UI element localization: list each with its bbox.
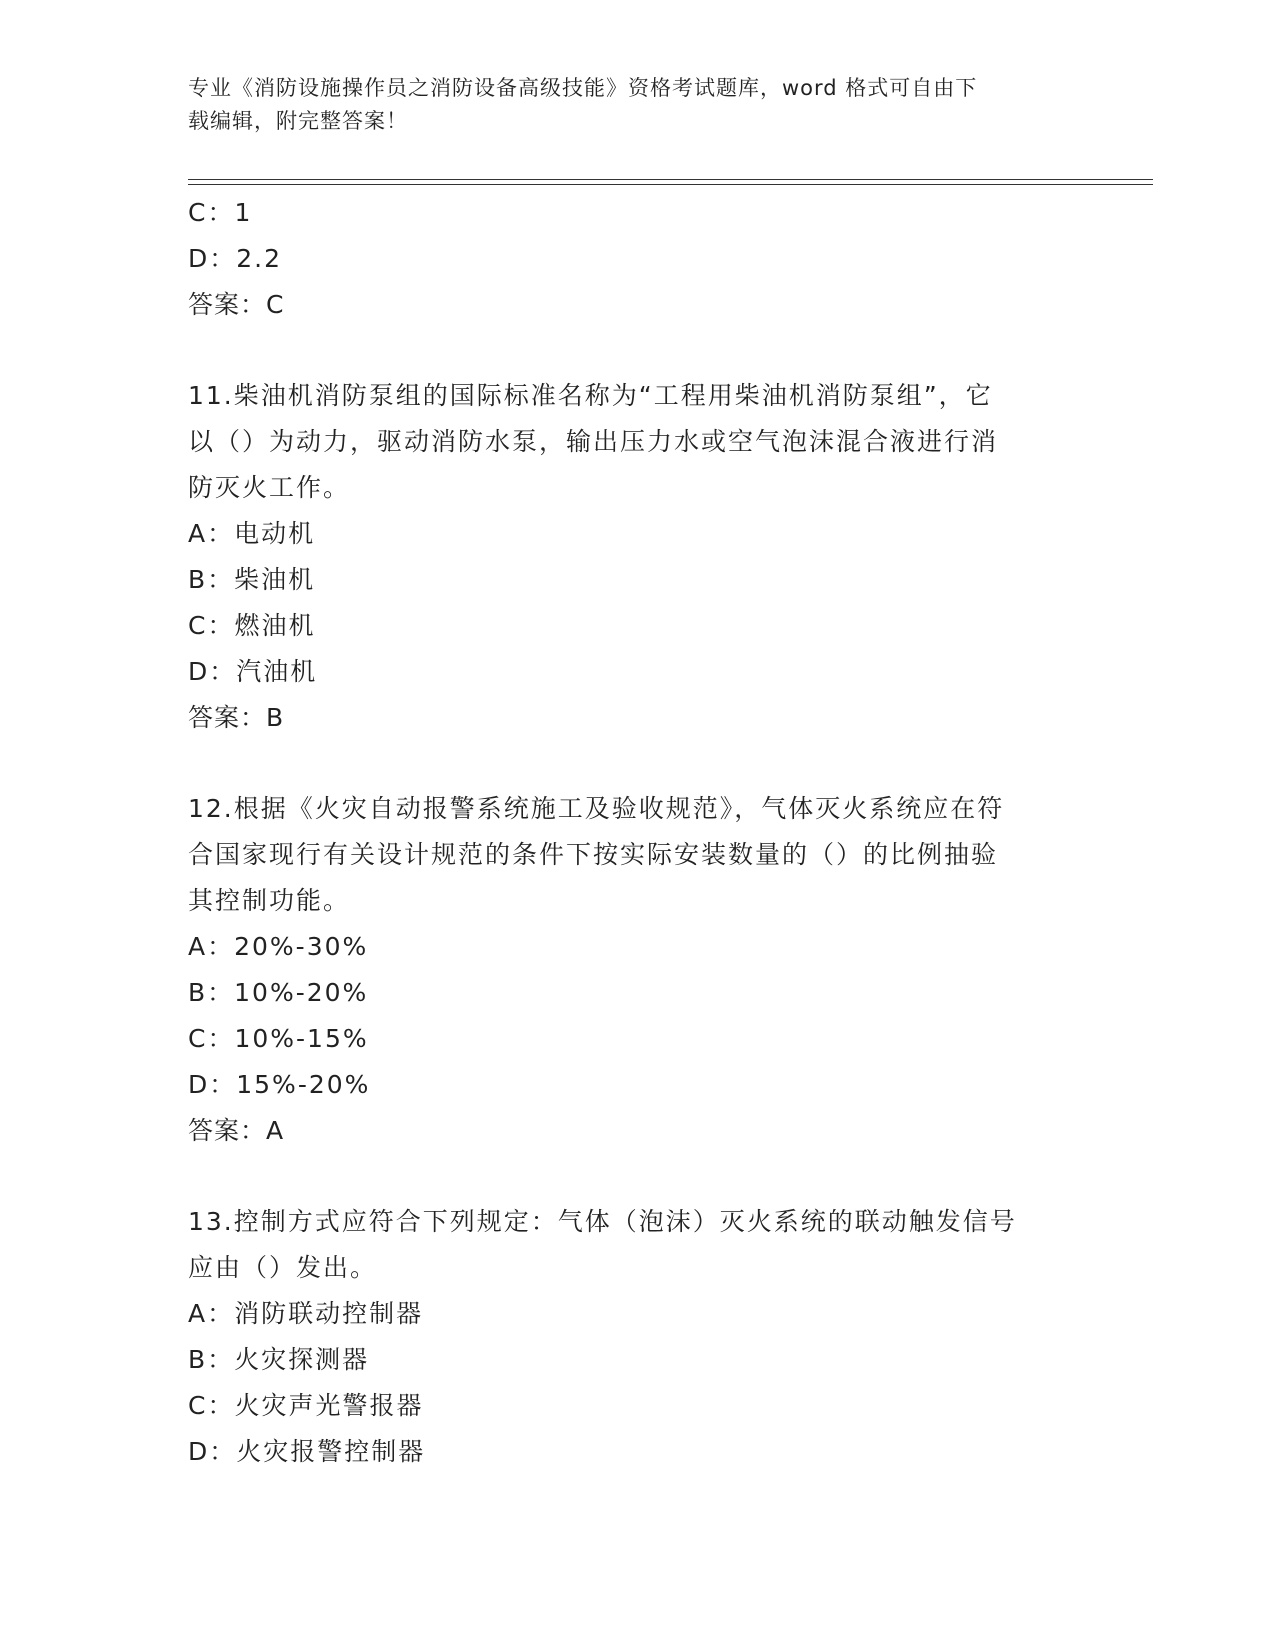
- question-13: [188, 1199, 1088, 1475]
- option-c: C：10%-15%: [188, 1024, 369, 1053]
- question-12: [188, 786, 1088, 1154]
- answer-line: 答案：C: [188, 290, 285, 319]
- option-c: C：燃油机: [188, 611, 316, 640]
- question-text-line: 其控制功能。: [188, 886, 351, 915]
- question-text-line: 11.柴油机消防泵组的国际标准名称为“工程用柴油机消防泵组”，它: [188, 381, 993, 410]
- option-b: B：10%-20%: [188, 978, 369, 1007]
- question-text-line: 应由（）发出。: [188, 1253, 378, 1282]
- question-11: [188, 373, 1088, 741]
- option-d: D：汽油机: [188, 657, 318, 686]
- question-text-line: 以（）为动力，驱动消防水泵，输出压力水或空气泡沫混合液进行消: [188, 427, 999, 456]
- option-c: C：1: [188, 198, 253, 227]
- option-c: C：火灾声光警报器: [188, 1391, 424, 1420]
- page-header: [188, 72, 1088, 138]
- spacer: [188, 328, 1088, 373]
- option-a: A：电动机: [188, 519, 316, 548]
- spacer: [188, 1154, 1088, 1199]
- option-d: D：2.2: [188, 244, 283, 273]
- question-content: [188, 190, 1088, 1475]
- option-a: A：20%-30%: [188, 932, 369, 961]
- question-text-line: 合国家现行有关设计规范的条件下按实际安装数量的（）的比例抽验: [188, 840, 999, 869]
- answer-line: 答案：A: [188, 1116, 285, 1145]
- option-b: B：柴油机: [188, 565, 316, 594]
- question-text-line: 12.根据《火灾自动报警系统施工及验收规范》，气体灭火系统应在符: [188, 794, 1005, 823]
- option-d: D：火灾报警控制器: [188, 1437, 426, 1466]
- option-a: A：消防联动控制器: [188, 1299, 424, 1328]
- header-divider-bottom: [188, 184, 1153, 185]
- option-d: D：15%-20%: [188, 1070, 371, 1099]
- header-line-2: 载编辑，附完整答案！: [188, 109, 408, 133]
- header-line-1: 专业《消防设施操作员之消防设备高级技能》资格考试题库，word 格式可自由下: [188, 76, 978, 100]
- question-text-line: 13.控制方式应符合下列规定：气体（泡沫）灭火系统的联动触发信号: [188, 1207, 1017, 1236]
- previous-question-tail: [188, 190, 1088, 328]
- question-text-line: 防灭火工作。: [188, 473, 351, 502]
- spacer: [188, 741, 1088, 786]
- header-divider-top: [188, 179, 1153, 180]
- option-b: B：火灾探测器: [188, 1345, 370, 1374]
- answer-line: 答案：B: [188, 703, 285, 732]
